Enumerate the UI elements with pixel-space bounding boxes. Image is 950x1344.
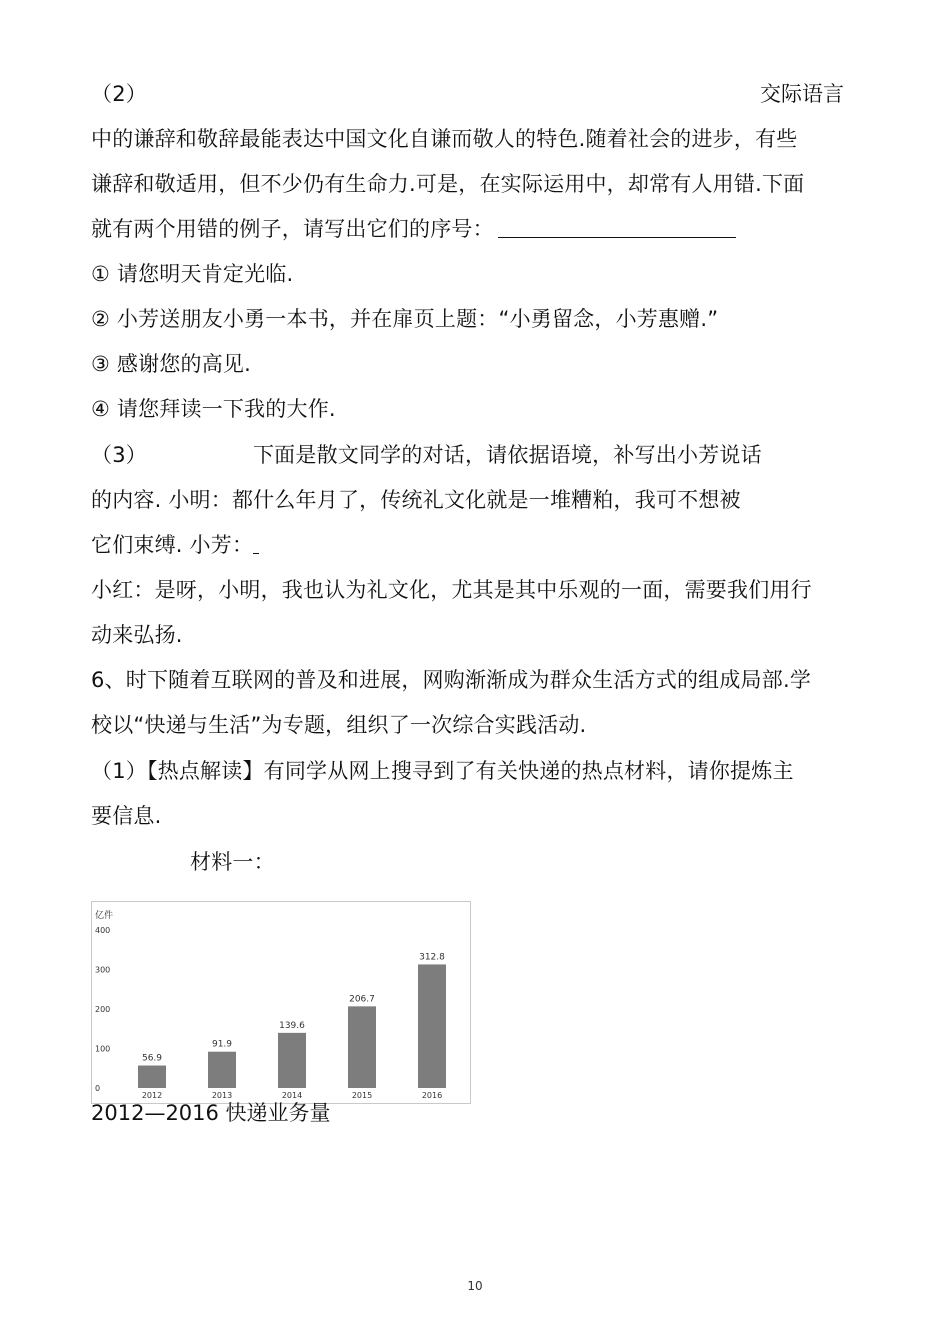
q3-line-2 — [91, 530, 259, 560]
bar — [278, 1033, 306, 1088]
y-tick-label: 300 — [95, 965, 111, 975]
bar — [348, 1006, 376, 1088]
express-volume-chart — [91, 901, 471, 1104]
bar — [418, 964, 446, 1088]
q6-line-2: 校以“快递与生活”为专题，组织了一次综合实践活动. — [91, 713, 587, 737]
q6-line-1: 6、时下随着互联网的普及和进展，网购渐渐成为群众生活方式的组成局部.学 — [91, 668, 812, 692]
q2-option-2: ② 小芳送朋友小勇一本书，并在扉页上题：“小勇留念，小芳惠赠.” — [91, 307, 719, 331]
q3-line-2-text: 它们束缚. 小芳： — [91, 533, 254, 557]
x-tick-label: 2015 — [351, 1091, 373, 1100]
q2-option-1: ① 请您明天肯定光临. — [91, 262, 294, 286]
bar — [138, 1066, 166, 1088]
y-unit-label: 亿件 — [95, 911, 114, 921]
q2-question-text: 就有两个用错的例子，请写出它们的序号： — [91, 217, 494, 241]
y-tick-label: 0 — [95, 1084, 101, 1093]
x-tick-label: 2012 — [141, 1091, 163, 1100]
chart-caption: 2012—2016 快递业务量 — [91, 1101, 331, 1125]
bar — [208, 1052, 236, 1088]
y-tick-label: 400 — [95, 926, 111, 935]
y-tick-label: 100 — [95, 1044, 111, 1054]
bar-value-label: 91.9 — [211, 1039, 233, 1050]
page-number: 10 — [467, 1279, 483, 1293]
answer-blank[interactable] — [498, 217, 736, 238]
q6-sub1-line-1: （1）【热点解读】有同学从网上搜寻到了有关快递的热点材料，请你提炼主 — [91, 759, 794, 783]
bar-chart-svg — [92, 902, 470, 1103]
q2-option-3: ③ 感谢您的高见. — [91, 352, 251, 376]
bar-value-label: 56.9 — [141, 1053, 163, 1064]
q2-right-text: 交际语言 — [760, 82, 844, 106]
x-tick-label: 2013 — [211, 1091, 233, 1100]
bar-value-label: 139.6 — [279, 1020, 305, 1031]
material-label: 材料一： — [190, 850, 275, 874]
q6-sub1-line-2: 要信息. — [91, 804, 162, 828]
x-tick-label: 2014 — [281, 1091, 303, 1100]
q3-label: （3） — [91, 443, 147, 467]
q3-intro: 下面是散文同学的对话，请依据语境，补写出小芳说话 — [252, 443, 762, 467]
y-tick-label: 200 — [95, 1005, 111, 1014]
q2-option-4: ④ 请您拜读一下我的大作. — [91, 397, 336, 421]
bar-value-label: 206.7 — [349, 994, 375, 1005]
x-tick-label: 2016 — [421, 1091, 443, 1100]
q2-line-2: 谦辞和敬适用，但不少仍有生命力.可是，在实际运用中，却常有人用错.下面 — [91, 172, 805, 196]
q2-line-3 — [91, 214, 736, 244]
answer-blank-small[interactable] — [253, 535, 259, 554]
q2-label: （2） — [91, 82, 147, 106]
q3-line-3: 小红：是呀，小明，我也认为礼文化，尤其是其中乐观的一面，需要我们用行 — [91, 578, 812, 602]
q3-line-1: 的内容. 小明：都什么年月了，传统礼文化就是一堆糟粕，我可不想被 — [91, 488, 741, 512]
q2-line-1: 中的谦辞和敬辞最能表达中国文化自谦而敬人的特色.随着社会的进步，有些 — [91, 127, 798, 151]
bar-value-label: 312.8 — [419, 952, 445, 963]
q3-line-0 — [91, 440, 762, 470]
q3-line-4: 动来弘扬. — [91, 623, 183, 647]
